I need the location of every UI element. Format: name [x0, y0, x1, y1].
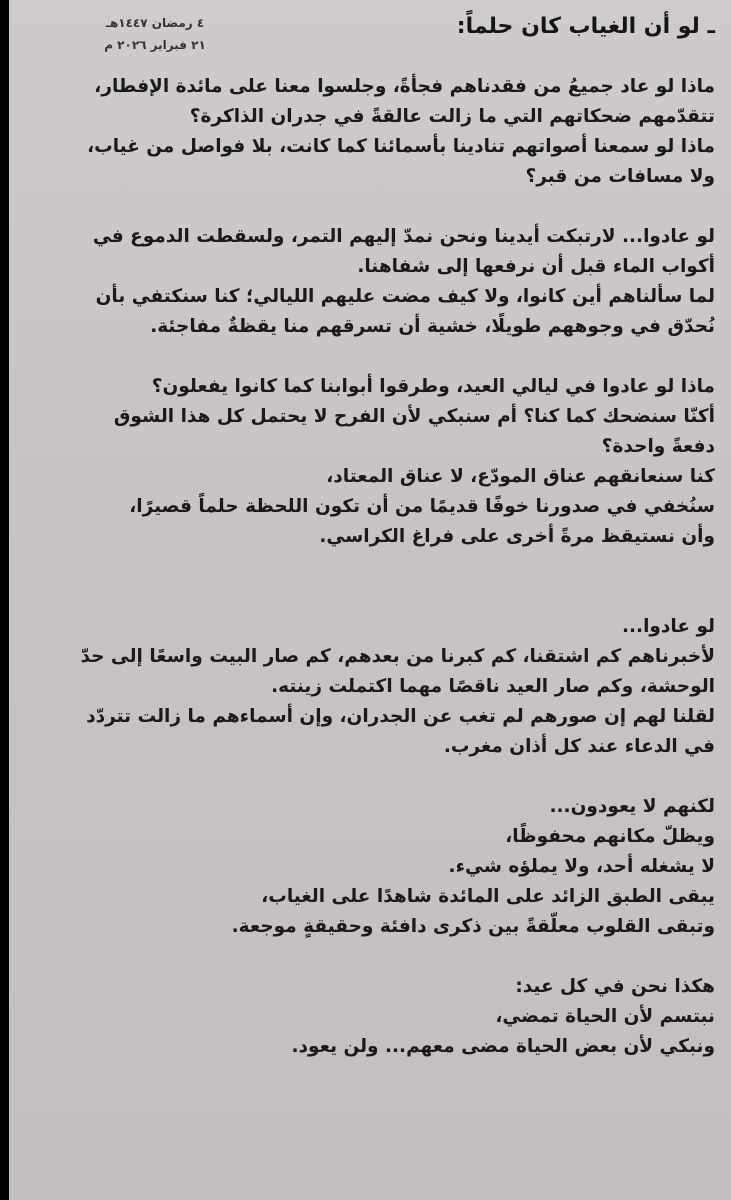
paragraph-gap	[31, 942, 715, 972]
paragraph-2	[31, 222, 715, 342]
text-line: هكذا نحن في كل عيد:	[515, 976, 715, 997]
text-line: نبتسم لأن الحياة تمضي،	[495, 1006, 715, 1027]
text-line: يبقى الطبق الزائد على المائدة شاهدًا على الغياب،	[261, 886, 715, 907]
text-line: أكواب الماء قبل أن نرفعها إلى شفاهنا.	[357, 256, 715, 277]
text-line: سنُخفي في صدورنا خوفًا قديمًا من أن تكون اللحظة حلماً قصيرًا،	[129, 496, 715, 517]
paragraph-gap	[31, 342, 715, 372]
text-line: لأخبرناهم كم اشتقنا، كم كبرنا من بعدهم، كم صار البيت واسعًا إلى حدّ	[80, 646, 715, 667]
text-line: لا يشغله أحد، ولا يملؤه شيء.	[448, 856, 715, 877]
text-line: ماذا لو عاد جميعُ من فقدناهم فجأةً، وجلسوا معنا على مائدة الإفطار،	[94, 76, 715, 97]
paragraph-1	[31, 72, 715, 192]
text-line: ولا مسافات من قبر؟	[525, 166, 715, 187]
paragraph-gap	[31, 552, 715, 582]
paragraph-gap	[31, 762, 715, 792]
text-line: في الدعاء عند كل أذان مغرب.	[443, 736, 715, 757]
document-title: ـ لو أن الغياب كان حلماً:	[456, 14, 715, 39]
paragraph-gap	[31, 192, 715, 222]
document-page	[9, 0, 731, 1200]
text-line: تتقدّمهم ضحكاتهم التي ما زالت عالقةً في جدران الذاكرة؟	[189, 106, 715, 127]
text-line: لكنهم لا يعودون...	[549, 796, 715, 817]
text-line: الوحشة، وكم صار العيد ناقصًا مهما اكتملت زينته.	[271, 676, 715, 697]
text-line: نُحدّق في وجوههم طويلًا، خشية أن تسرقهم منا يقظةٌ مفاجئة.	[150, 316, 715, 337]
text-line: ماذا لو سمعنا أصواتهم تنادينا بأسمائنا كما كانت، بلا فواصل من غياب،	[87, 136, 715, 157]
text-line: أكنّا سنضحك كما كنا؟ أم سنبكي لأن الفرح لا يحتمل كل هذا الشوق	[113, 406, 715, 427]
text-line: لما سألناهم أين كانوا، ولا كيف مضت عليهم الليالي؛ كنا سنكتفي بأن	[95, 286, 715, 307]
gregorian-date: ٢١ فبراير ٢٠٢٦ م	[104, 38, 206, 52]
paragraph-6	[31, 972, 715, 1062]
hijri-date: ٤ رمضان ١٤٤٧هـ	[105, 16, 205, 30]
text-line: ونبكي لأن بعض الحياة مضى معهم... ولن يعود.	[291, 1036, 715, 1057]
text-line: دفعةً واحدة؟	[601, 436, 715, 457]
document-header	[9, 0, 731, 60]
text-line: لو عادوا...	[622, 616, 715, 637]
paragraph-4	[31, 612, 715, 762]
text-line: لقلنا لهم إن صورهم لم تغب عن الجدران، وإن أسماءهم ما زالت تتردّد	[86, 706, 715, 727]
paragraph-3	[31, 372, 715, 552]
text-line: وتبقى القلوب معلّقةً بين ذكرى دافئة وحقيقةٍ موجعة.	[231, 916, 715, 937]
document-body	[31, 72, 715, 1062]
paragraph-gap	[31, 582, 715, 612]
text-line: ويظلّ مكانهم محفوظًا،	[505, 826, 715, 847]
text-line: ماذا لو عادوا في ليالي العيد، وطرقوا أبوابنا كما كانوا يفعلون؟	[151, 376, 715, 397]
paragraph-5	[31, 792, 715, 942]
date-block	[95, 12, 215, 56]
text-line: وأن نستيقظ مرةً أخرى على فراغ الكراسي.	[319, 526, 715, 547]
text-line: لو عادوا... لارتبكت أيدينا ونحن نمدّ إليهم التمر، ولسقطت الدموع في	[92, 226, 715, 247]
text-line: كنا سنعانقهم عناق المودّع، لا عناق المعتاد،	[326, 466, 715, 487]
